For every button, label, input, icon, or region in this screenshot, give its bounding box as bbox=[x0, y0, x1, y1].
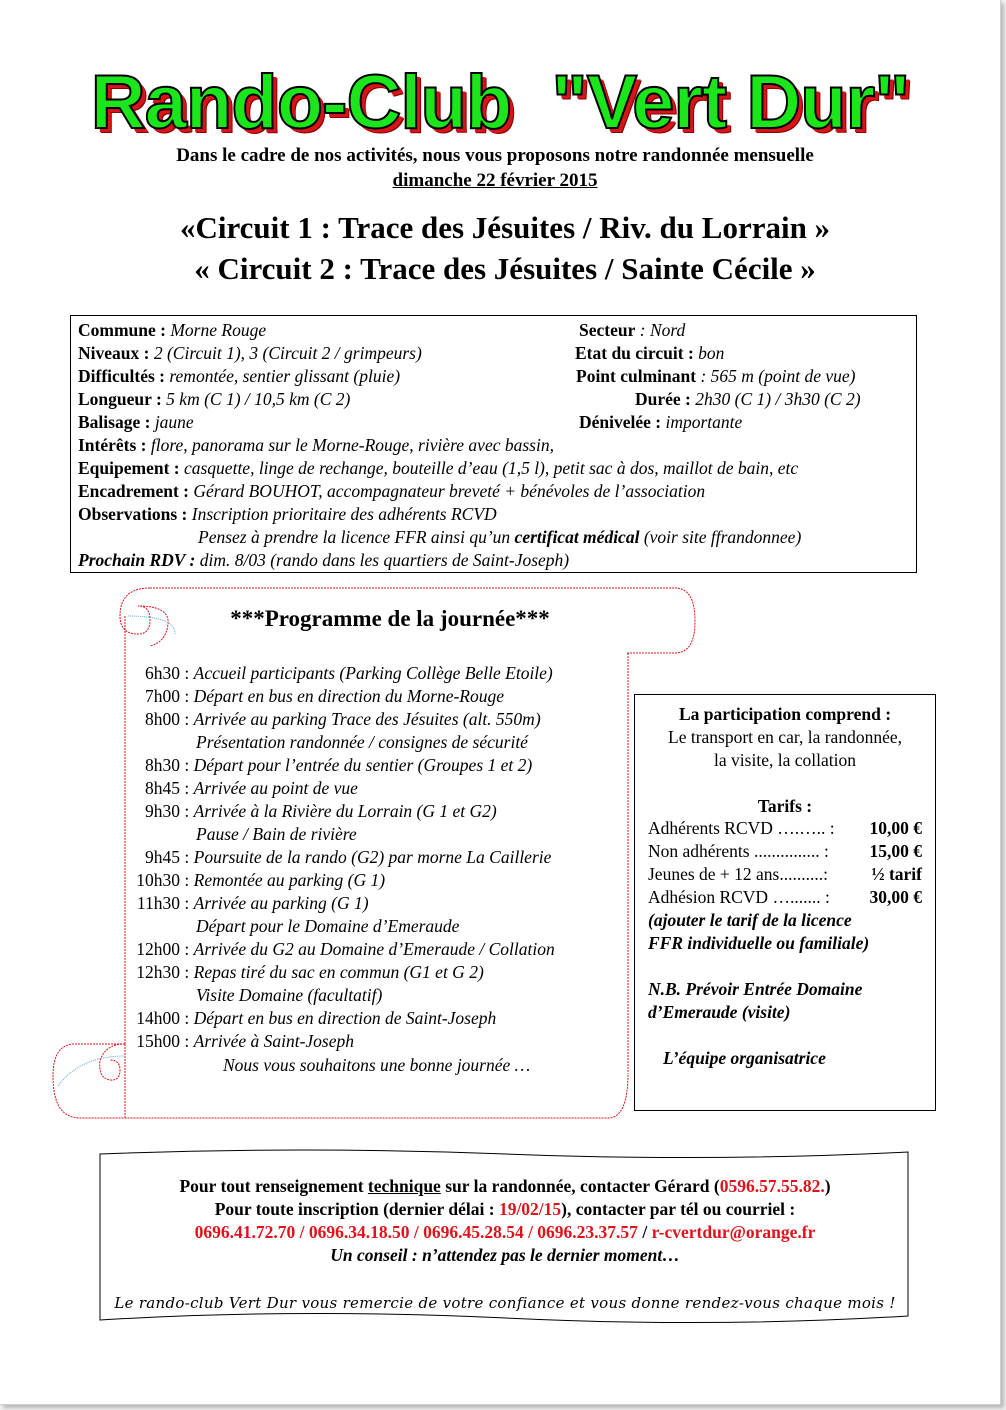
programme-text: Visite Domaine (facultatif) bbox=[196, 985, 383, 1005]
encadrement-value: Gérard BOUHOT, accompagnateur breveté + bénévoles de l’association bbox=[193, 481, 706, 501]
info-observations-2 bbox=[198, 526, 801, 548]
programme-separator: : bbox=[180, 663, 194, 683]
programme-time: 14h00 bbox=[136, 1008, 180, 1028]
info-interets bbox=[78, 434, 554, 456]
rdv-value: dim. 8/03 (rando dans les quartiers de Saint-Joseph) bbox=[199, 550, 570, 570]
programme-time: 9h30 bbox=[145, 801, 180, 821]
programme-item bbox=[126, 1030, 354, 1052]
etat-label: Etat du circuit : bbox=[575, 343, 694, 363]
programme-separator: : bbox=[180, 778, 194, 798]
programme-time: 10h30 bbox=[136, 870, 180, 890]
contact-l2-a: Pour toute inscription (dernier délai : bbox=[214, 1199, 499, 1219]
programme-item bbox=[126, 662, 553, 684]
programme-item bbox=[126, 869, 385, 891]
info-niveaux bbox=[78, 342, 422, 364]
equipe-organisatrice: L’équipe organisatrice bbox=[663, 1048, 826, 1068]
programme-text: Arrivée du G2 au Domaine d’Emeraude / Collation bbox=[193, 939, 555, 959]
longueur-label: Longueur : bbox=[78, 389, 162, 409]
programme-text: Arrivée au point de vue bbox=[193, 778, 358, 798]
programme-time: 8h00 bbox=[145, 709, 180, 729]
club-title: Rando-Club "Vert Dur" bbox=[90, 60, 910, 145]
nb-line-2: d’Emeraude (visite) bbox=[648, 1002, 791, 1022]
info-encadrement bbox=[78, 480, 705, 502]
programme-item bbox=[126, 754, 532, 776]
balisage-label: Balisage : bbox=[78, 412, 151, 432]
info-secteur bbox=[579, 319, 685, 341]
denivelee-label: Dénivelée : bbox=[579, 412, 662, 432]
tarif-value: 15,00 € bbox=[869, 841, 922, 861]
programme-text: Arrivée à Saint-Joseph bbox=[193, 1031, 354, 1051]
programme-text: Arrivée à la Rivière du Lorrain (G 1 et G2) bbox=[193, 801, 497, 821]
tarif-value: 10,00 € bbox=[869, 818, 922, 838]
contact-l1-c: sur la randonnée, contacter Gérard ( bbox=[440, 1176, 720, 1196]
info-box bbox=[70, 315, 917, 573]
tarif-label: Non adhérents ............... : bbox=[648, 841, 829, 861]
programme-closing: Nous vous souhaitons une bonne journée … bbox=[223, 1055, 531, 1075]
secteur-value: : Nord bbox=[639, 320, 686, 340]
certificat-medical: certificat médical bbox=[514, 527, 640, 547]
tarif-row bbox=[648, 886, 922, 908]
contact-l1-d: ) bbox=[824, 1176, 831, 1196]
programme-separator: : bbox=[180, 962, 194, 982]
programme-time: 9h45 bbox=[145, 847, 180, 867]
point-label: Point culminant bbox=[576, 366, 697, 386]
programme-text: Présentation randonnée / consignes de sécurité bbox=[196, 732, 528, 752]
denivelee-value: importante bbox=[665, 412, 743, 432]
programme-time: 12h30 bbox=[136, 962, 180, 982]
info-point-culminant bbox=[576, 365, 856, 387]
programme-item bbox=[196, 984, 382, 1006]
balisage-value: jaune bbox=[154, 412, 194, 432]
etat-value: bon bbox=[698, 343, 725, 363]
duree-label: Durée : bbox=[635, 389, 691, 409]
programme-time: 15h00 bbox=[136, 1031, 180, 1051]
programme-text: Repas tiré du sac en commun (G1 et G 2) bbox=[193, 962, 484, 982]
tarifs-heading: Tarifs : bbox=[757, 796, 813, 816]
event-date: dimanche 22 février 2015 bbox=[392, 170, 598, 191]
programme-text: Remontée au parking (G 1) bbox=[193, 870, 386, 890]
equipement-value: casquette, linge de rechange, bouteille d’eau (1,5 l), petit sac à dos, maillot de bain, etc bbox=[183, 458, 799, 478]
deadline-date: 19/02/15 bbox=[498, 1199, 562, 1219]
observations-label: Observations : bbox=[78, 504, 188, 524]
commune-label: Commune : bbox=[78, 320, 166, 340]
tarif-label: Adhérents RCVD ….….. : bbox=[648, 818, 835, 838]
programme-separator: : bbox=[180, 801, 194, 821]
programme-time: 7h00 bbox=[145, 686, 180, 706]
encadrement-label: Encadrement : bbox=[78, 481, 189, 501]
point-value: : 565 m (point de vue) bbox=[696, 366, 856, 386]
circuit-2-title: « Circuit 2 : Trace des Jésuites / Sainte Cécile » bbox=[194, 251, 816, 286]
programme-item bbox=[126, 938, 555, 960]
duree-value: 2h30 (C 1) / 3h30 (C 2) bbox=[695, 389, 861, 409]
programme-text: Arrivée au parking (G 1) bbox=[193, 893, 369, 913]
programme-item bbox=[196, 823, 357, 845]
programme-separator: : bbox=[180, 709, 194, 729]
info-denivelee bbox=[579, 411, 742, 433]
programme-separator: : bbox=[180, 893, 194, 913]
contact-technique: technique bbox=[367, 1176, 441, 1196]
contact-sep: / bbox=[637, 1222, 652, 1242]
programme-time: 12h00 bbox=[136, 939, 180, 959]
contact-l2-b: ), contacter par tél ou courriel : bbox=[561, 1199, 796, 1219]
programme-item bbox=[126, 777, 358, 799]
programme-time: 8h30 bbox=[145, 755, 180, 775]
contact-line-3 bbox=[100, 1221, 910, 1244]
programme-item bbox=[196, 731, 528, 753]
programme-item bbox=[126, 892, 369, 914]
tarif-value: 30,00 € bbox=[869, 887, 922, 907]
programme-title: ***Programme de la journée*** bbox=[230, 606, 550, 631]
info-equipement bbox=[78, 457, 798, 479]
programme-text: Accueil participants (Parking Collège Belle Etoile) bbox=[193, 663, 553, 683]
niveaux-value: 2 (Circuit 1), 3 (Circuit 2 / grimpeurs) bbox=[153, 343, 422, 363]
programme-text: Départ en bus en direction du Morne-Rouge bbox=[193, 686, 505, 706]
tarif-label: Jeunes de + 12 ans..........: bbox=[648, 864, 828, 884]
obs2-site: (voir site ffrandonnee) bbox=[639, 527, 802, 547]
programme-time: 11h30 bbox=[136, 893, 180, 913]
programme-time: 6h30 bbox=[145, 663, 180, 683]
info-commune bbox=[78, 319, 266, 341]
gerard-phone: 0596.57.55.82. bbox=[719, 1176, 825, 1196]
info-prochain-rdv bbox=[78, 549, 569, 571]
participation-line-2: la visite, la collation bbox=[714, 750, 856, 770]
programme-item bbox=[126, 708, 541, 730]
programme-item bbox=[126, 846, 551, 868]
programme-separator: : bbox=[180, 1008, 194, 1028]
nb-line-1: N.B. Prévoir Entrée Domaine bbox=[648, 979, 863, 999]
programme-text: Départ en bus en direction de Saint-Joseph bbox=[193, 1008, 497, 1028]
licence-note-1: (ajouter le tarif de la licence bbox=[648, 910, 852, 930]
commune-value: Morne Rouge bbox=[170, 320, 267, 340]
participation-line-1: Le transport en car, la randonnée, bbox=[668, 727, 902, 747]
intro-text: Dans le cadre de nos activités, nous vous proposons notre randonnée mensuelle bbox=[176, 145, 814, 166]
participation-heading: La participation comprend : bbox=[678, 704, 892, 724]
equipement-label: Equipement : bbox=[78, 458, 180, 478]
tarif-label: Adhésion RCVD …....... : bbox=[648, 887, 830, 907]
programme-item bbox=[126, 961, 484, 983]
circuit-1-title: «Circuit 1 : Trace des Jésuites / Riv. du Lorrain » bbox=[179, 210, 831, 245]
secteur-label: Secteur bbox=[579, 320, 636, 340]
programme-item bbox=[126, 1007, 496, 1029]
info-longueur bbox=[78, 388, 350, 410]
programme-text: Départ pour le Domaine d’Emeraude bbox=[196, 916, 460, 936]
programme-text: Départ pour l’entrée du sentier (Groupes 1 et 2) bbox=[193, 755, 533, 775]
programme-separator: : bbox=[180, 939, 194, 959]
programme-separator: : bbox=[180, 847, 194, 867]
programme-separator: : bbox=[180, 686, 194, 706]
info-difficultes bbox=[78, 365, 400, 387]
thanks-line: Le rando-club Vert Dur vous remercie de votre confiance et vous donne rendez-vous chaque mois ! bbox=[114, 1294, 896, 1312]
programme-time: 8h45 bbox=[145, 778, 180, 798]
contact-email[interactable]: r-cvertdur@orange.fr bbox=[651, 1222, 816, 1242]
interets-label: Intérêts : bbox=[78, 435, 147, 455]
rdv-label: Prochain RDV : bbox=[78, 550, 196, 570]
licence-note-2: FFR individuelle ou familiale) bbox=[648, 933, 870, 953]
programme-separator: : bbox=[180, 1031, 194, 1051]
tarif-row bbox=[648, 863, 922, 885]
niveaux-label: Niveaux : bbox=[78, 343, 150, 363]
obs2-text: Pensez à prendre la licence FFR ainsi qu’un bbox=[198, 527, 515, 547]
longueur-value: 5 km (C 1) / 10,5 km (C 2) bbox=[166, 389, 351, 409]
programme-text: Pause / Bain de rivière bbox=[196, 824, 357, 844]
participation-box bbox=[634, 694, 936, 1111]
programme-item bbox=[126, 685, 504, 707]
info-duree bbox=[635, 388, 861, 410]
registration-phones: 0696.41.72.70 / 0696.34.18.50 / 0696.45.28.54 / 0696.23.37.57 bbox=[194, 1222, 638, 1242]
info-etat bbox=[575, 342, 724, 364]
info-observations bbox=[78, 503, 497, 525]
tarif-row bbox=[648, 817, 922, 839]
programme-text: Poursuite de la rando (G2) par morne La Caillerie bbox=[193, 847, 552, 867]
programme-separator: : bbox=[180, 870, 194, 890]
contact-l1-a: Pour tout renseignement bbox=[179, 1176, 368, 1196]
programme-item bbox=[196, 915, 459, 937]
tarif-row bbox=[648, 840, 922, 862]
interets-value: flore, panorama sur le Morne-Rouge, rivière avec bassin, bbox=[150, 435, 554, 455]
observations-value: Inscription prioritaire des adhérents RCVD bbox=[191, 504, 497, 524]
programme-separator: : bbox=[180, 755, 194, 775]
conseil-line: Un conseil : n’attendez pas le dernier moment… bbox=[330, 1245, 680, 1265]
contact-line-1 bbox=[100, 1175, 910, 1198]
programme-text: Arrivée au parking Trace des Jésuites (alt. 550m) bbox=[193, 709, 541, 729]
info-balisage bbox=[78, 411, 194, 433]
contact-line-2 bbox=[100, 1198, 910, 1221]
tarif-value: ½ tarif bbox=[871, 864, 922, 884]
event-date-line bbox=[0, 169, 990, 193]
programme-item bbox=[126, 800, 497, 822]
difficultes-value: remontée, sentier glissant (pluie) bbox=[169, 366, 401, 386]
difficultes-label: Difficultés : bbox=[78, 366, 165, 386]
